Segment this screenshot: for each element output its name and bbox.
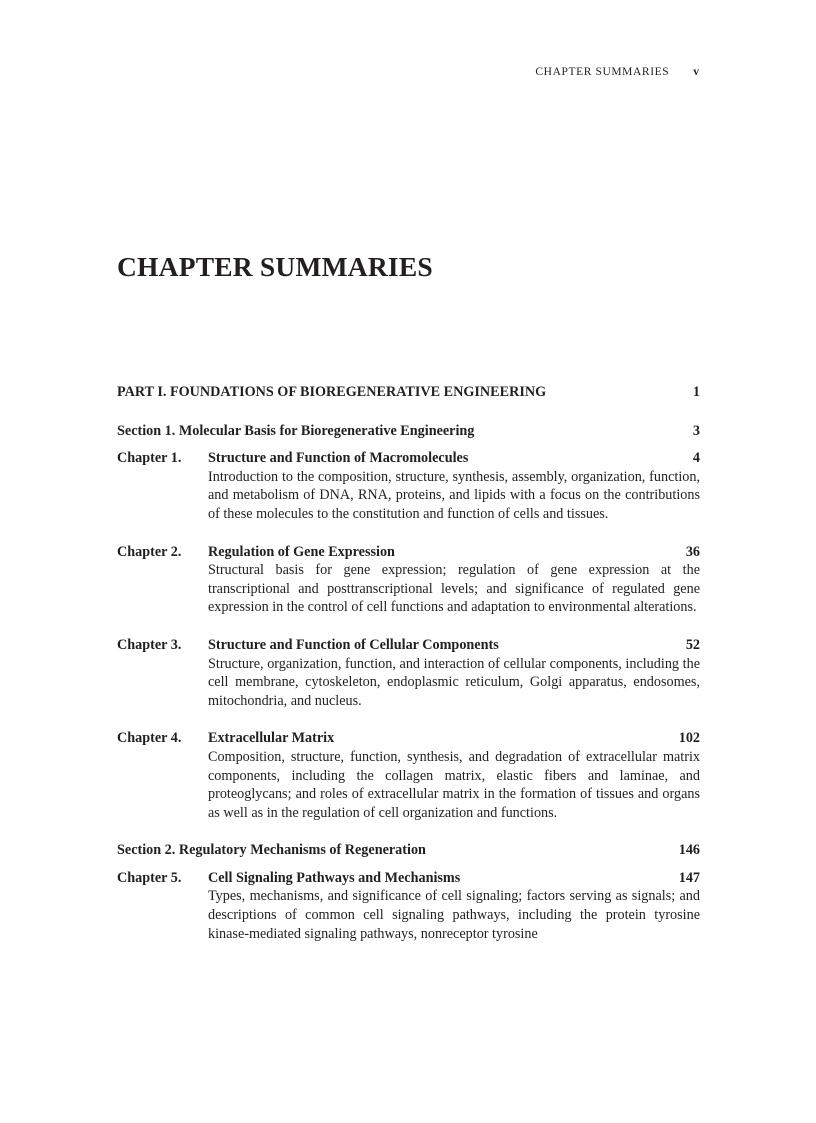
part-heading [117, 383, 700, 402]
chapter-title: Structure and Function of Cellular Components [208, 636, 499, 653]
toc-content [117, 383, 700, 962]
chapter-title: Cell Signaling Pathways and Mechanisms [208, 869, 461, 886]
chapter-title: Regulation of Gene Expression [208, 543, 395, 560]
chapter-description: Structure, organization, function, and interaction of cellular components, including the cell membrane, cytoskeleton, endoplasmic reticulum, Golgi apparatus, endosomes, mitochondria, and nucleus. [208, 655, 700, 709]
chapter-number: Chapter 5. [117, 869, 182, 886]
page-number: v [693, 66, 699, 78]
section-label: Section 2. Regulatory Mechanisms of Regeneration [117, 842, 426, 859]
section-page: 3 [692, 422, 700, 439]
chapter-number: Chapter 1. [117, 450, 182, 467]
chapter-page: 4 [692, 450, 700, 467]
chapter-page: 52 [685, 636, 700, 653]
chapter-number: Chapter 3. [117, 636, 182, 653]
chapter-number: Chapter 2. [117, 543, 182, 560]
chapter-page: 36 [685, 543, 700, 560]
part-page: 1 [692, 384, 700, 400]
chapter-entry-1 [117, 449, 700, 523]
chapter-title: Structure and Function of Macromolecules [208, 450, 469, 467]
running-head-title: CHAPTER SUMMARIES [535, 66, 670, 78]
running-head [535, 66, 699, 78]
chapter-entry-3 [117, 636, 700, 710]
section-heading-1 [117, 422, 700, 441]
chapter-entry-4 [117, 729, 700, 822]
chapter-description: Introduction to the composition, structure, synthesis, assembly, organization, function, and metabolism of DNA, RNA, proteins, and lipids with a focus on the contributions of these molecules to the constitution and function of cells and tissues. [208, 468, 700, 522]
chapter-page: 102 [678, 730, 700, 747]
section-heading-2 [117, 841, 700, 860]
chapter-page: 147 [678, 869, 700, 886]
section-page: 146 [678, 842, 700, 859]
chapter-entry-5 [117, 869, 700, 943]
chapter-description: Structural basis for gene expression; regulation of gene expression at the transcriptional and posttranscriptional levels; and significance of regulated gene expression in the control of cell functions and adaptation to environmental alterations. [208, 562, 700, 616]
chapter-entry-2 [117, 543, 700, 617]
chapter-description: Types, mechanisms, and significance of cell signaling; factors serving as signals; and descriptions of common cell signaling pathways, including the protein tyrosine kinase-mediated signaling pathways, nonreceptor tyrosine [208, 888, 700, 942]
chapter-number: Chapter 4. [117, 730, 182, 747]
section-label: Section 1. Molecular Basis for Bioregenerative Engineering [117, 422, 475, 439]
chapter-description: Composition, structure, function, synthesis, and degradation of extracellular matrix components, including the collagen matrix, elastic fibers and laminae, and proteoglycans; and roles of extracellular matrix in the formation of tissues and organs as well as in the regulation of cell organization and functions. [208, 748, 700, 821]
page-title: CHAPTER SUMMARIES [117, 251, 433, 282]
chapter-title: Extracellular Matrix [208, 730, 335, 747]
part-label: PART I. FOUNDATIONS OF BIOREGENERATIVE ENGINEERING [117, 384, 547, 400]
